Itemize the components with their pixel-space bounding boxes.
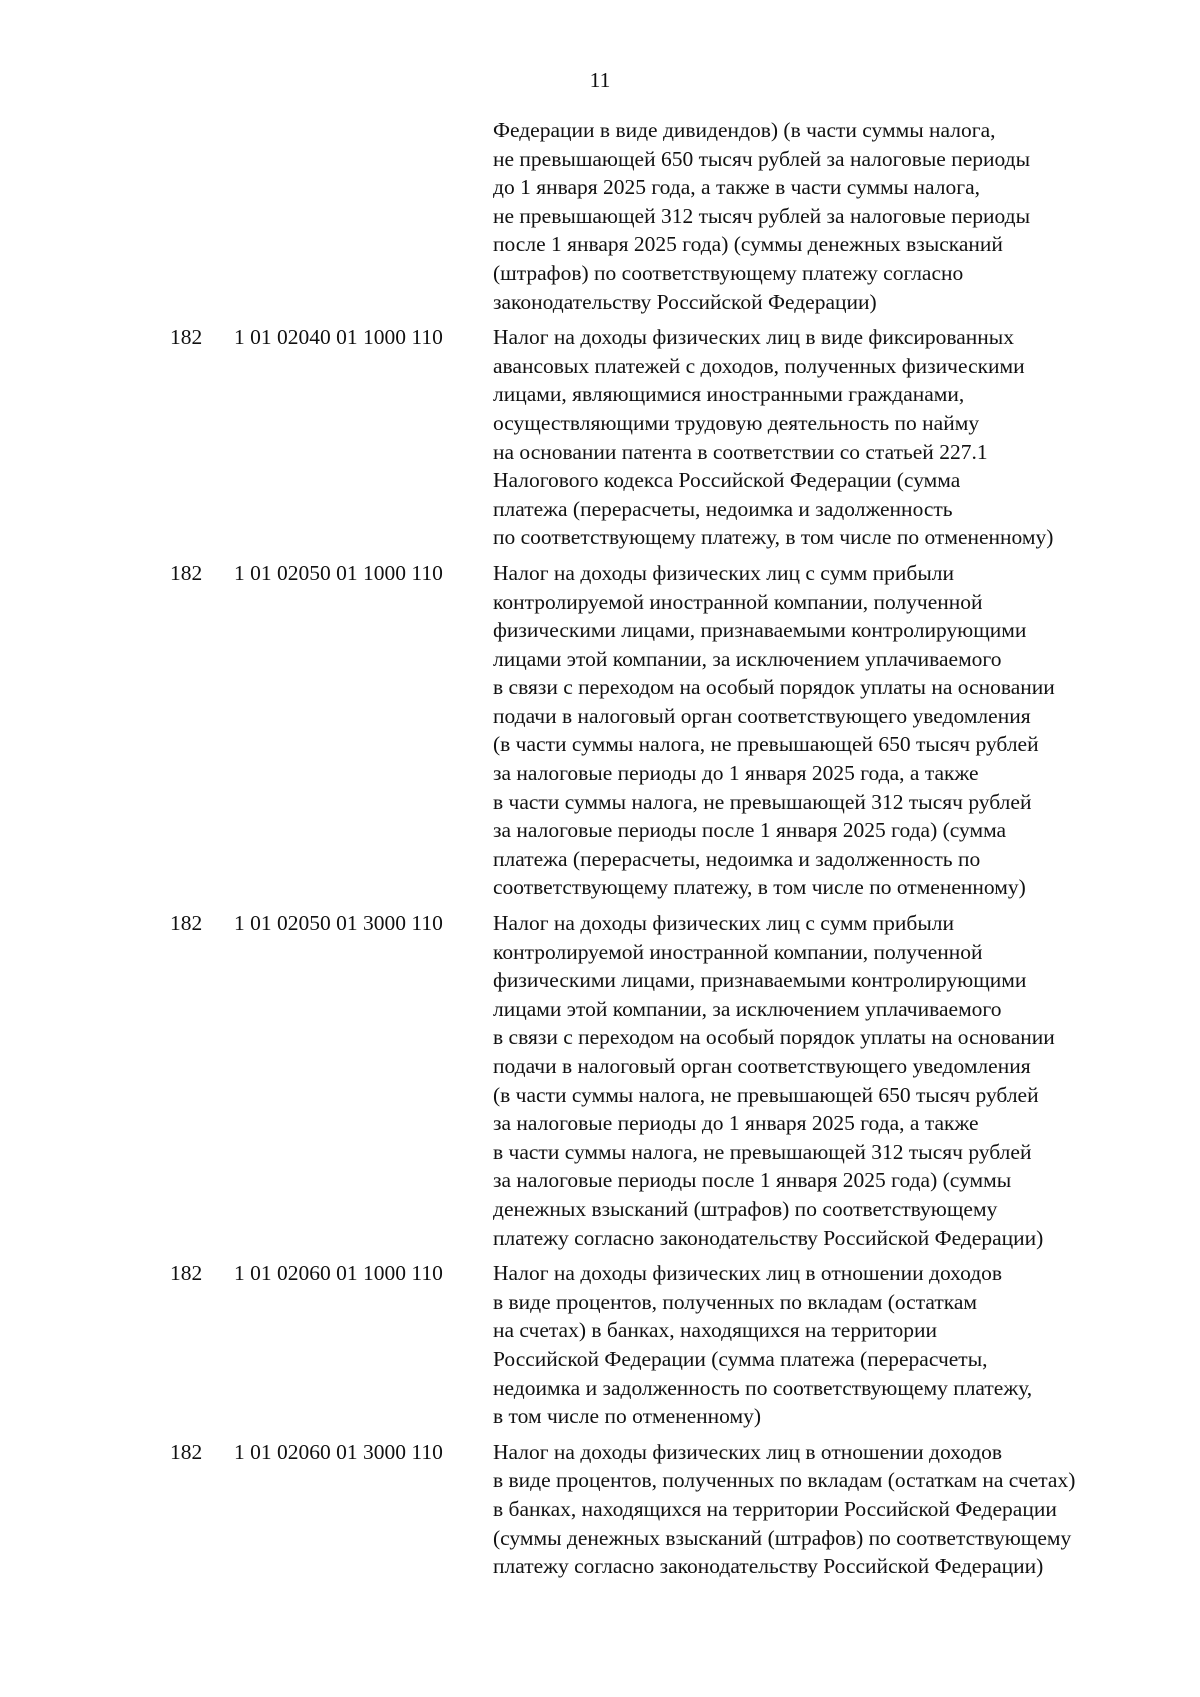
- budget-classification-code: 1 01 02060 01 1000 110: [234, 1261, 443, 1286]
- description-line: после 1 января 2025 года) (суммы денежных взысканий: [493, 232, 1003, 257]
- table-row: [170, 559, 1130, 902]
- description-line: контролируемой иностранной компании, полученной: [493, 589, 983, 614]
- budget-classification-code: 1 01 02040 01 1000 110: [234, 325, 443, 350]
- administrator-code: 182: [170, 911, 203, 936]
- description-line: лицами этой компании, за исключением уплачиваемого: [493, 996, 1002, 1021]
- description-line: физическими лицами, признаваемыми контролирующими: [493, 618, 1027, 643]
- page-number: 11: [589, 68, 611, 92]
- description-line: за налоговые периоды до 1 января 2025 года, а также: [493, 1111, 979, 1136]
- description-line: Российской Федерации (сумма платежа (перерасчеты,: [493, 1346, 988, 1371]
- table-row: [170, 116, 1130, 316]
- description-line: (штрафов) по соответствующему платежу согласно: [493, 260, 964, 285]
- administrator-code: [170, 116, 234, 316]
- description-line: (в части суммы налога, не превышающей 650 тысяч рублей: [493, 732, 1039, 757]
- income-description: [493, 116, 1130, 316]
- table-row: [170, 1259, 1130, 1431]
- description-line: (суммы денежных взысканий (штрафов) по соответствующему: [493, 1525, 1072, 1550]
- description-line: Налог на доходы физических лиц в отношении доходов: [493, 1261, 1003, 1286]
- description-line: Налог на доходы физических лиц в виде фиксированных: [493, 325, 1014, 350]
- description-line: физическими лицами, признаваемыми контролирующими: [493, 968, 1027, 993]
- description-line: денежных взысканий (штрафов) по соответствующему: [493, 1196, 998, 1221]
- administrator-code: 182: [170, 1439, 203, 1464]
- income-description: [493, 559, 1130, 902]
- description-line: Налог на доходы физических лиц в отношении доходов: [493, 1439, 1003, 1464]
- description-line: осуществляющими трудовую деятельность по найму: [493, 410, 980, 435]
- budget-classification-code: 1 01 02060 01 3000 110: [234, 1439, 443, 1464]
- budget-classification-code: [234, 116, 493, 316]
- income-description: [493, 1259, 1130, 1431]
- description-line: по соответствующему платежу, в том числе по отмененному): [493, 525, 1054, 550]
- description-line: платежу согласно законодательству Российской Федерации): [493, 1225, 1044, 1250]
- income-description: [493, 323, 1130, 552]
- table-row: [170, 323, 1130, 552]
- description-line: соответствующему платежу, в том числе по отмененному): [493, 875, 1026, 900]
- description-line: платежа (перерасчеты, недоимка и задолженность: [493, 496, 953, 521]
- description-line: за налоговые периоды до 1 января 2025 года, а также: [493, 761, 979, 786]
- description-line: контролируемой иностранной компании, полученной: [493, 939, 983, 964]
- description-line: в том числе по отмененному): [493, 1404, 762, 1429]
- administrator-code: 182: [170, 560, 203, 585]
- description-line: за налоговые периоды после 1 января 2025 года) (сумма: [493, 818, 1007, 843]
- description-line: в связи с переходом на особый порядок уплаты на основании: [493, 1025, 1055, 1050]
- description-line: авансовых платежей с доходов, полученных физическими: [493, 353, 1025, 378]
- description-line: Налогового кодекса Российской Федерации (сумма: [493, 468, 961, 493]
- income-description: [493, 1438, 1130, 1581]
- description-line: недоимка и задолженность по соответствующему платежу,: [493, 1375, 1033, 1400]
- description-line: лицами этой компании, за исключением уплачиваемого: [493, 646, 1002, 671]
- description-line: платежа (перерасчеты, недоимка и задолженность по: [493, 846, 981, 871]
- description-line: не превышающей 312 тысяч рублей за налоговые периоды: [493, 203, 1031, 228]
- table-row: [170, 1438, 1130, 1581]
- description-line: до 1 января 2025 года, а также в части суммы налога,: [493, 175, 980, 200]
- budget-classification-table: [170, 116, 1130, 1588]
- budget-classification-code: 1 01 02050 01 1000 110: [234, 560, 443, 585]
- description-line: за налоговые периоды после 1 января 2025 года) (суммы: [493, 1168, 1012, 1193]
- administrator-code: 182: [170, 325, 203, 350]
- description-line: законодательству Российской Федерации): [493, 289, 877, 314]
- description-line: в части суммы налога, не превышающей 312 тысяч рублей: [493, 1139, 1032, 1164]
- description-line: Налог на доходы физических лиц с сумм прибыли: [493, 911, 955, 936]
- description-line: платежу согласно законодательству Российской Федерации): [493, 1554, 1044, 1579]
- description-line: на счетах) в банках, находящихся на территории: [493, 1318, 937, 1343]
- description-line: Налог на доходы физических лиц с сумм прибыли: [493, 560, 955, 585]
- description-line: на основании патента в соответствии со статьей 227.1: [493, 439, 988, 464]
- table-row: [170, 909, 1130, 1252]
- budget-classification-code: 1 01 02050 01 3000 110: [234, 911, 443, 936]
- description-line: не превышающей 650 тысяч рублей за налоговые периоды: [493, 146, 1031, 171]
- description-line: в виде процентов, полученных по вкладам (остаткам: [493, 1289, 978, 1314]
- description-line: в связи с переходом на особый порядок уплаты на основании: [493, 675, 1055, 700]
- description-line: Федерации в виде дивидендов) (в части суммы налога,: [493, 118, 996, 142]
- description-line: (в части суммы налога, не превышающей 650 тысяч рублей: [493, 1082, 1039, 1107]
- administrator-code: 182: [170, 1261, 203, 1286]
- income-description: [493, 909, 1130, 1252]
- description-line: в виде процентов, полученных по вкладам (остаткам на счетах): [493, 1468, 1076, 1493]
- description-line: подачи в налоговый орган соответствующего уведомления: [493, 1054, 1031, 1078]
- description-line: лицами, являющимися иностранными гражданами,: [493, 382, 965, 407]
- description-line: в части суммы налога, не превышающей 312 тысяч рублей: [493, 789, 1032, 814]
- description-line: в банках, находящихся на территории Российской Федерации: [493, 1496, 1057, 1521]
- description-line: подачи в налоговый орган соответствующего уведомления: [493, 703, 1031, 728]
